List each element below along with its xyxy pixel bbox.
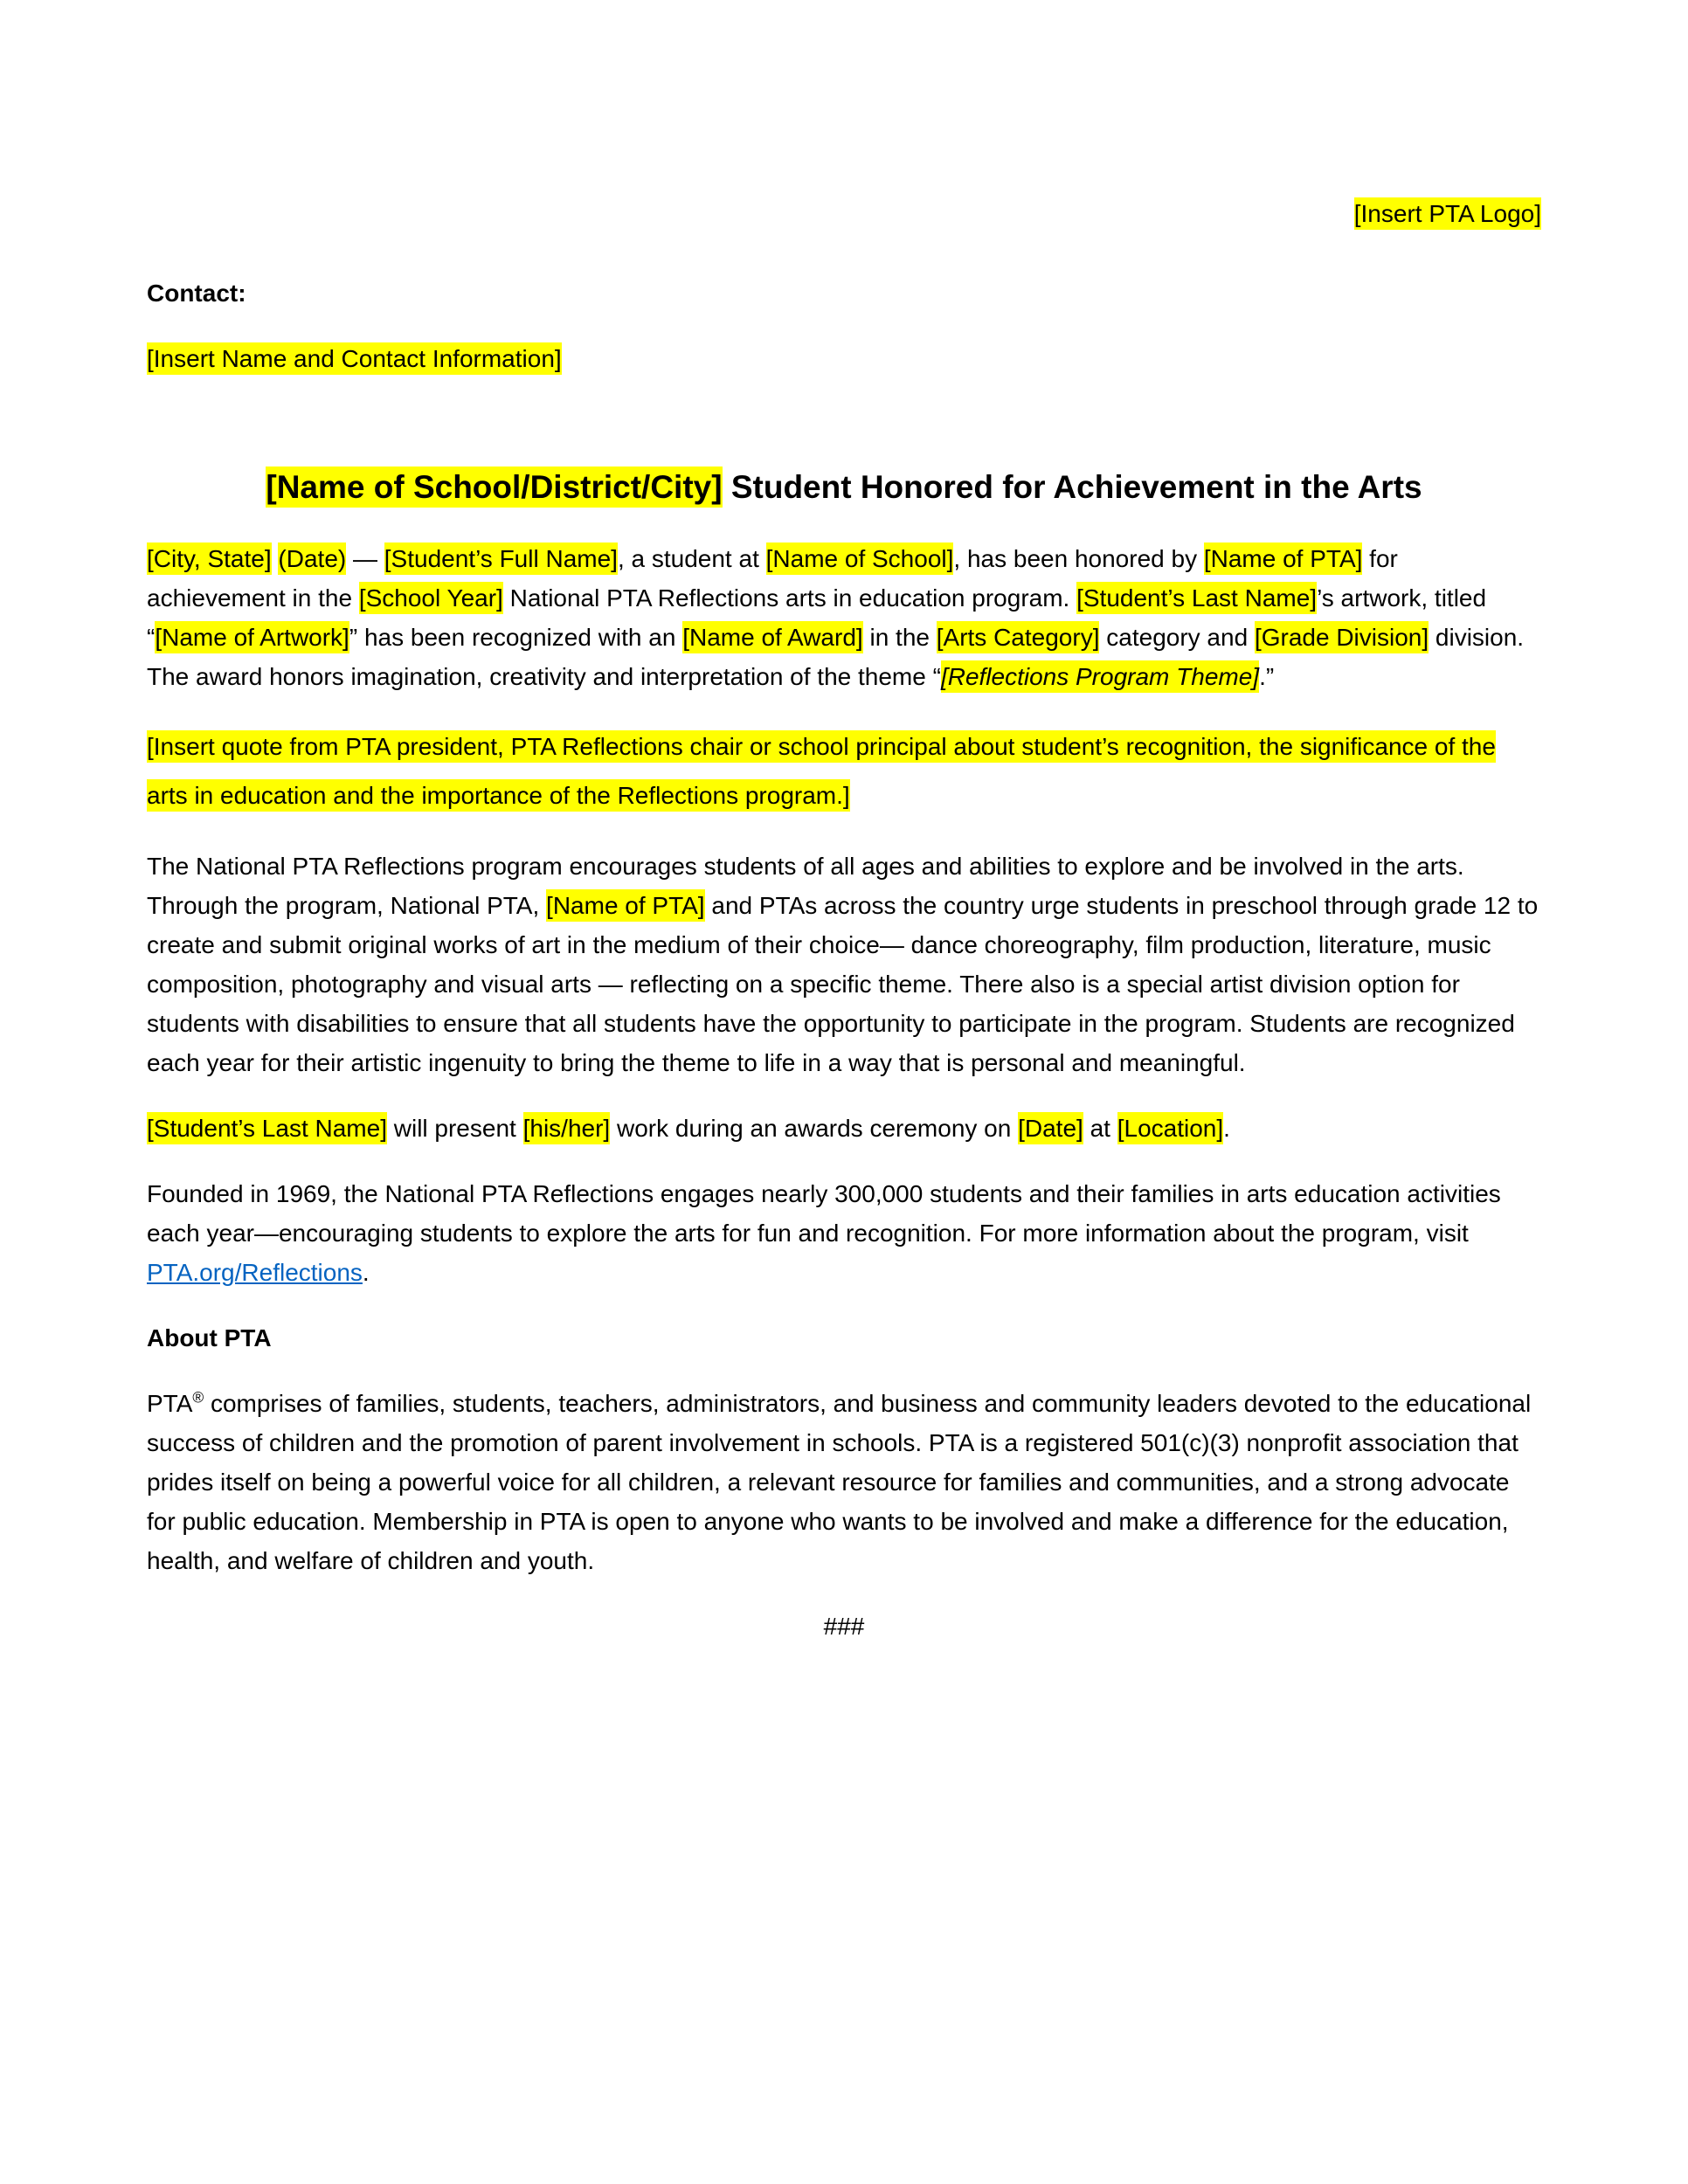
text-run: PTA	[147, 1390, 193, 1417]
highlighted-placeholder: [his/her]	[523, 1112, 611, 1144]
text-run: .	[362, 1259, 370, 1286]
highlighted-placeholder: [Date]	[1018, 1112, 1083, 1144]
highlighted-placeholder: [Name of PTA]	[546, 889, 705, 922]
text-run: .”	[1259, 663, 1275, 690]
about-pta-heading: About PTA	[147, 1324, 272, 1351]
text-run: for achievement in the	[147, 545, 1398, 612]
text-run: at	[1083, 1115, 1117, 1142]
highlighted-placeholder: [Name of School/District/City]	[266, 467, 722, 508]
text-run: The National PTA Reflections program encourages students of all ages and abilities to explore and be involved in the arts. Through the program, National PTA,	[147, 853, 1464, 919]
text-run: comprises of families, students, teachers, administrators, and business and community leaders devoted to the educational success of children and the promotion of parent involvement in schools. PTA is a registered 501(c)(3) nonprofit association that prides itself on being a powerful voice for all children, a relevant resource for families and communities, and a strong advocate for public education. Membership in PTA is open to anyone who wants to be involved and make a difference for the education, health, and welfare of children and youth.	[147, 1390, 1532, 1574]
highlighted-placeholder: [School Year]	[359, 582, 503, 614]
text-run: Student Honored for Achievement in the Arts	[722, 469, 1422, 505]
highlighted-placeholder: [Name of School]	[766, 543, 954, 575]
end-mark: ###	[823, 1613, 865, 1640]
highlighted-placeholder: [Insert quote from PTA president, PTA Reflections chair or school principal about student’s recognition, the significance of the arts in education and the importance of the Reflections program.]	[147, 730, 1496, 812]
contact-info-placeholder: [Insert Name and Contact Information]	[147, 342, 562, 375]
contact-info-line	[147, 339, 1541, 378]
text-run: ” has been recognized with an	[349, 624, 683, 651]
quote-placeholder-paragraph	[147, 722, 1541, 820]
text-run: work during an awards ceremony on	[610, 1115, 1019, 1142]
lead-paragraph	[147, 539, 1541, 696]
highlighted-placeholder: [Reflections Program Theme]	[941, 660, 1259, 693]
highlighted-placeholder: [City, State]	[147, 543, 272, 575]
highlighted-placeholder: [Location]	[1117, 1112, 1223, 1144]
pta-logo-placeholder: [Insert PTA Logo]	[1354, 197, 1541, 230]
text-run: , has been honored by	[953, 545, 1204, 572]
text-run: Founded in 1969, the National PTA Reflections engages nearly 300,000 students and their families in arts education activities each year—encouraging students to explore the arts for fun and recognition. For more information about the program, visit	[147, 1180, 1501, 1247]
text-run: and PTAs across the country urge students in preschool through grade 12 to create and submit original works of art in the medium of their choice— dance choreography, film production, literature, music composition, photography and visual arts — reflecting on a specific theme. There also is a special artist division option for students with disabilities to ensure that all students have the opportunity to participate in the program. Students are recognized each year for their artistic ingenuity to bring the theme to life in a way that is personal and meaningful.	[147, 892, 1539, 1076]
program-description-paragraph	[147, 847, 1541, 1082]
highlighted-placeholder: [Student’s Full Name]	[384, 543, 618, 575]
highlighted-placeholder: [Arts Category]	[937, 621, 1100, 653]
highlighted-placeholder: [Student’s Last Name]	[1076, 582, 1317, 614]
text-run: National PTA Reflections arts in education program.	[502, 584, 1077, 612]
text-run: ’s artwork, titled “	[147, 584, 1487, 651]
text-run: in the	[862, 624, 937, 651]
highlighted-placeholder: [Student’s Last Name]	[147, 1112, 387, 1144]
contact-label: Contact:	[147, 280, 246, 307]
pta-logo-placeholder-line	[147, 194, 1541, 233]
about-pta-paragraph	[147, 1384, 1541, 1580]
text-run: will present	[386, 1115, 523, 1142]
pta-reflections-link[interactable]: PTA.org/Reflections	[147, 1259, 363, 1286]
highlighted-placeholder: [Grade Division]	[1255, 621, 1429, 653]
press-release-title	[147, 464, 1541, 511]
founded-history-paragraph	[147, 1174, 1541, 1292]
text-run: category and	[1099, 624, 1255, 651]
text-run: division. The award honors imagination, creativity and interpretation of the theme “	[147, 624, 1525, 690]
text-run: , a student at	[617, 545, 766, 572]
text-run: ®	[192, 1388, 204, 1406]
text-run: —	[346, 545, 384, 572]
highlighted-placeholder: [Name of Award]	[682, 621, 862, 653]
highlighted-placeholder: [Name of Artwork]	[155, 621, 349, 653]
highlighted-placeholder: [Name of PTA]	[1204, 543, 1363, 575]
text-run: .	[1223, 1115, 1230, 1142]
highlighted-placeholder: (Date)	[278, 543, 346, 575]
awards-ceremony-paragraph	[147, 1109, 1541, 1148]
